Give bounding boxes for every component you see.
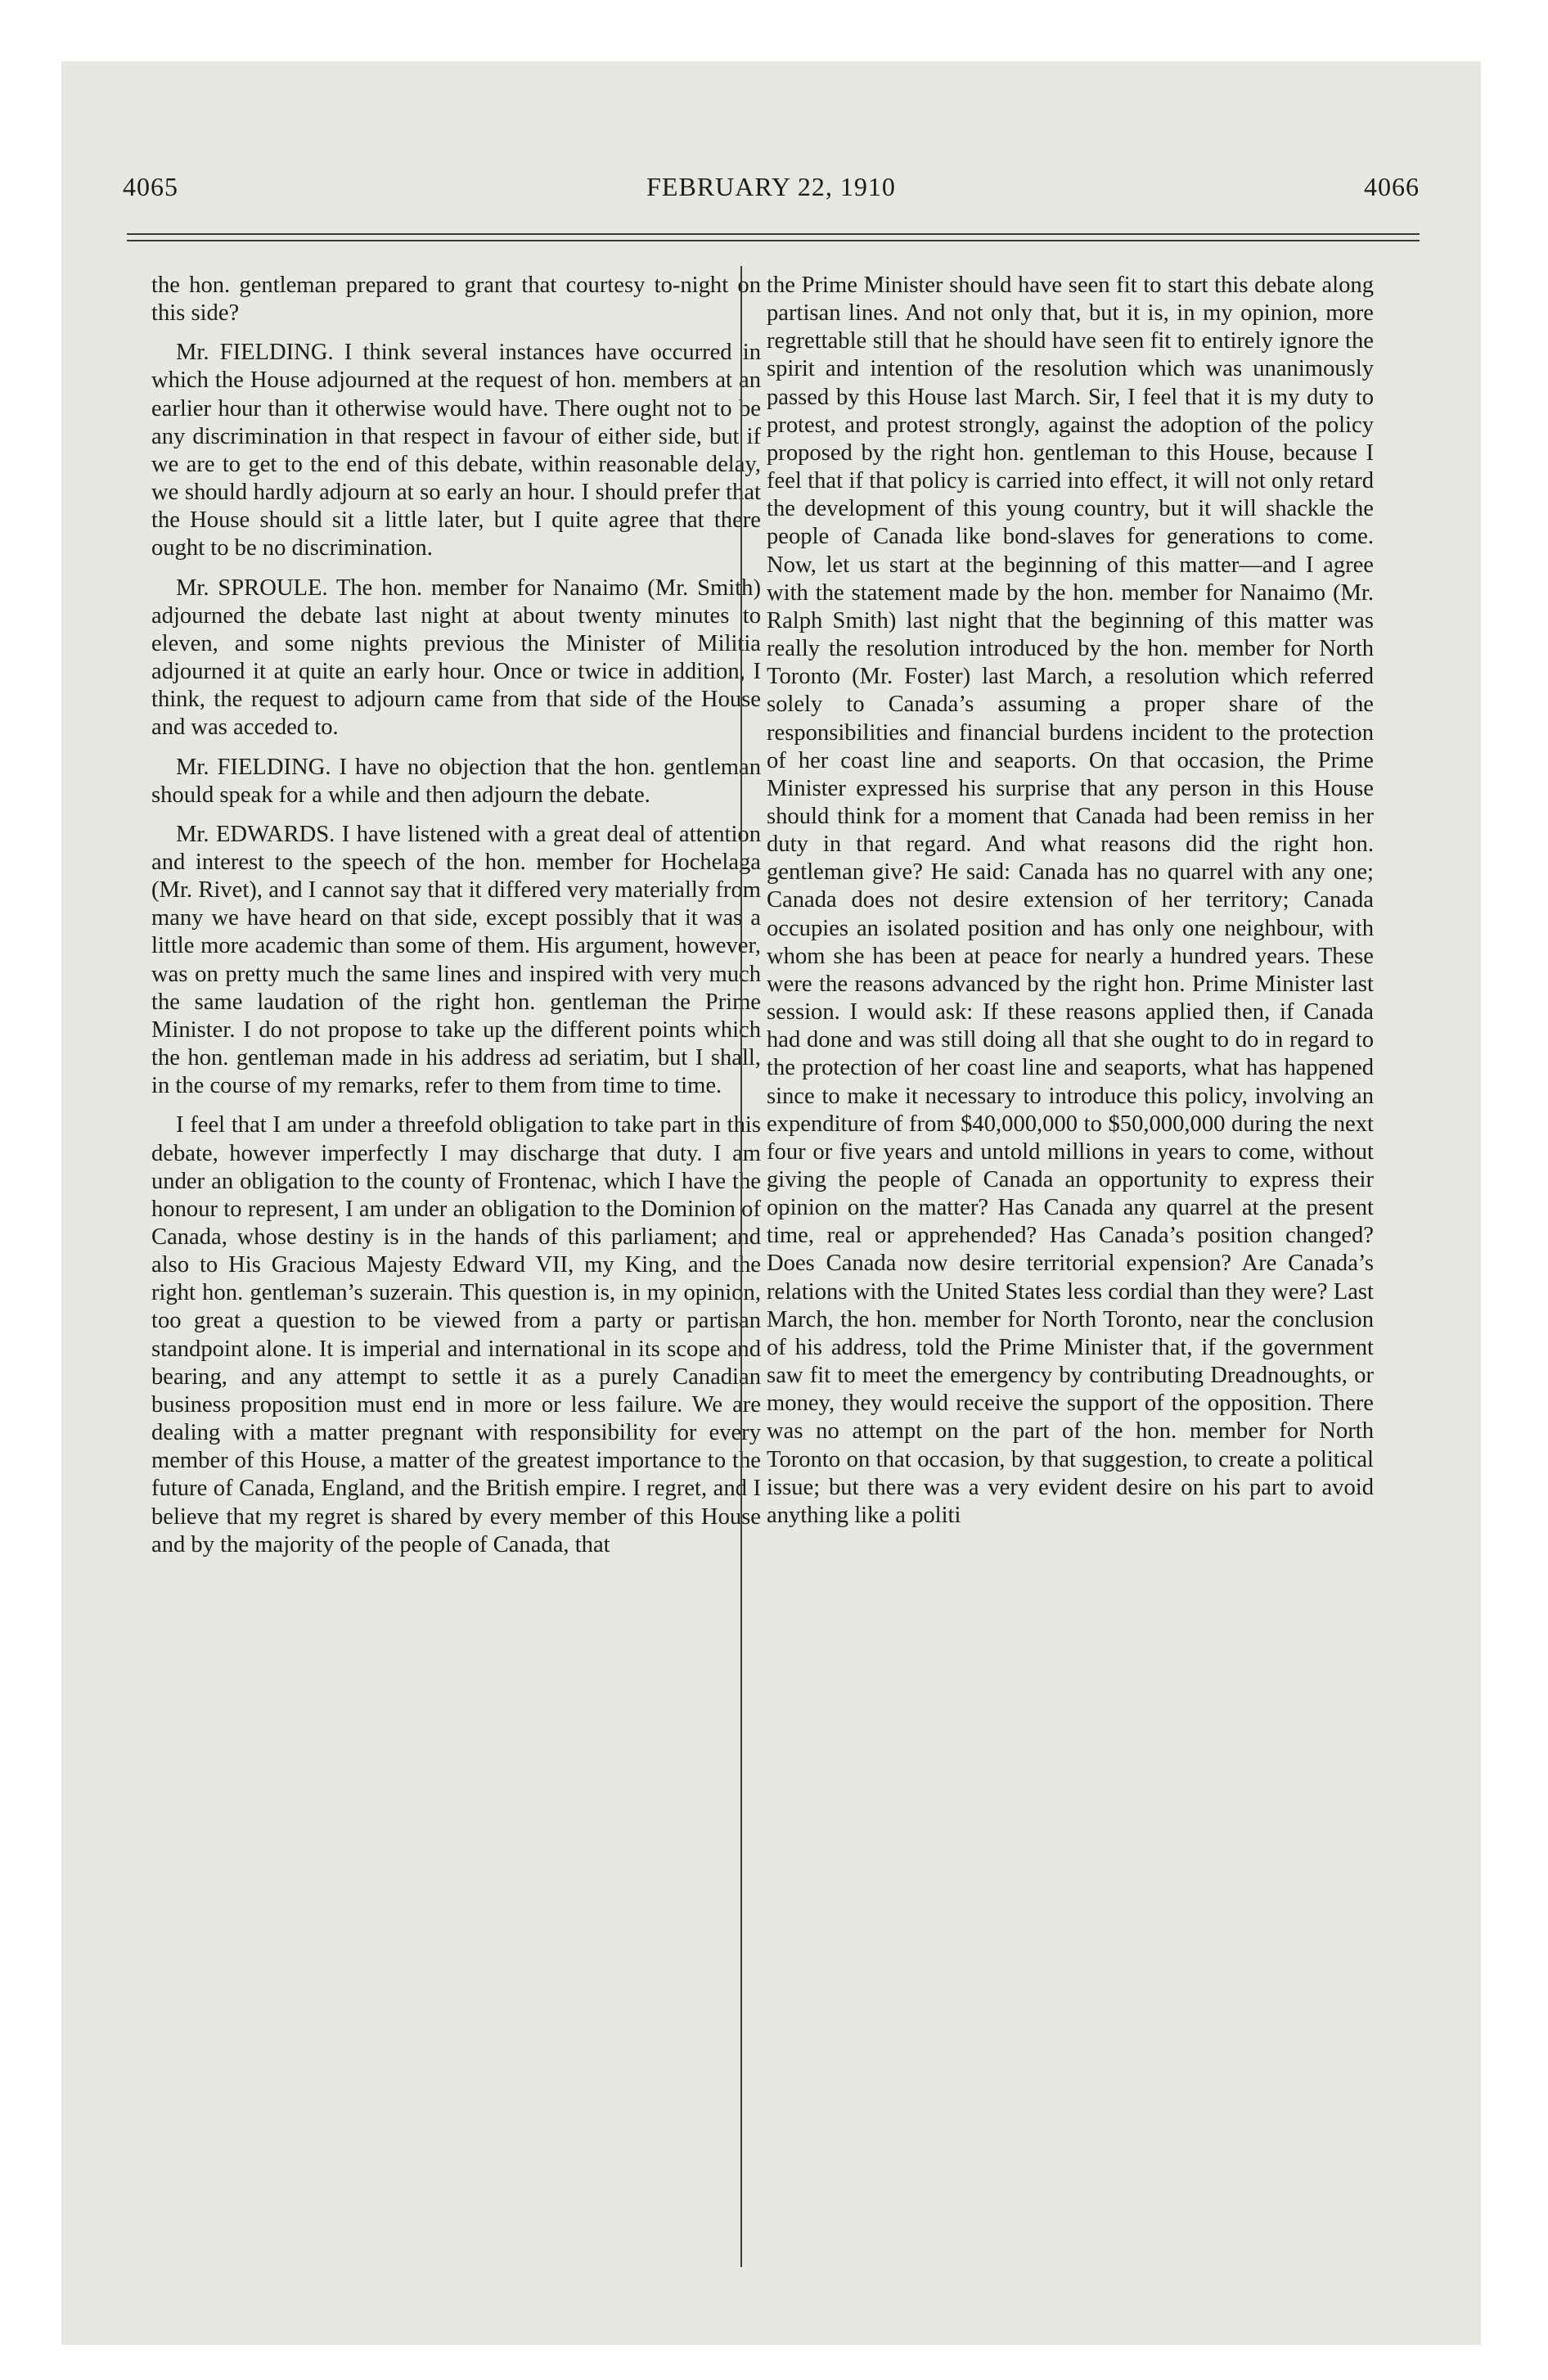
header-rule-top (127, 233, 1420, 235)
page-number-left: 4065 (123, 172, 178, 201)
paragraph: I feel that I am under a threefold obligation to take part in this debate, however imperfectly I may discharge that duty. I am under an obligation to the county of Frontenac, which I have the honour to represent, I am under an obligation to the Dominion of Canada, whose destiny is in the hands of this parliament; and also to His Gracious Majesty Edward VII, my King, and the right hon. gentleman’s suzerain. This question is, in my opinion, too great a question to be viewed from a party or partisan standpoint alone. It is imperial and international in its scope and bearing, and any attempt to settle it as a purely Canadian business proposition must end in more or less failure. We are dealing with a matter pregnant with responsibility for every member of this House, a matter of the greatest importance to the future of Canada, England, and the British empire. I regret, and I believe that my regret is shared by every member of this House and by the majority of the people of Canada, that (151, 1112, 761, 1557)
column-divider (740, 266, 742, 2267)
page-date-title: FEBRUARY 22, 1910 (646, 172, 896, 201)
hansard-page (61, 61, 1481, 2345)
header-rule-bottom (127, 240, 1420, 241)
right-column (767, 272, 1374, 1541)
paragraph: Mr. FIELDING. I think several instances have occurred in which the House adjourned at the request of hon. members at an earlier hour than it otherwise would have. There ought not to be any discrimination in that respect in favour of either side, but if we are to get to the end of this debate, within reasonable delay, we should hardly adjourn at so early an hour. I should prefer that the House should sit a little later, but I quite agree that there ought to be no discrimination. (151, 340, 761, 561)
left-column (151, 272, 761, 1571)
paragraph: Mr. FIELDING. I have no objection that the hon. gentleman should speak for a while and then adjourn the debate. (151, 754, 761, 808)
paragraph: the hon. gentleman prepared to grant that courtesy to-night on this side? (151, 273, 761, 327)
page-number-right: 4066 (1364, 172, 1420, 201)
paragraph: Mr. SPROULE. The hon. member for Nanaimo (Mr. Smith) adjourned the debate last night at about twenty minutes to eleven, and some nights previous the Minister of Militia adjourned it at quite an early hour. Once or twice in addition, I think, the request to adjourn came from that side of the House and was acceded to. (151, 575, 761, 741)
page-header (123, 172, 1420, 221)
paragraph: Mr. EDWARDS. I have listened with a great deal of attention and interest to the speech of the hon. member for Hochelaga (Mr. Rivet), and I cannot say that it differed very materially from many we have heard on that side, except possibly that it was a little more academic than some of them. His argument, however, was on pretty much the same lines and inspired with very much the same laudation of the right hon. gentleman the Prime Minister. I do not propose to take up the different points which the hon. gentleman made in his address ad seriatim, but I shall, in the course of my remarks, refer to them from time to time. (151, 821, 761, 1099)
paragraph: the Prime Minister should have seen fit to start this debate along partisan lines. And not only that, but it is, in my opinion, more regrettable still that he should have seen fit to entirely ignore the spirit and intention of the resolution which was unanimously passed by this House last March. Sir, I feel that it is my duty to protest, and protest strongly, against the adoption of the policy proposed by the right hon. gentleman to this House, because I feel that if that policy is carried into effect, it will not only retard the development of this young country, but it will shackle the people of Canada like bond-slaves for generations to come. Now, let us start at the beginning of this matter—and I agree with the statement made by the hon. member for Nanaimo (Mr. Ralph Smith) last night that the beginning of this matter was really the resolution introduced by the hon. member for North Toronto (Mr. Foster) last March, a resolution which referred solely to Canada’s assuming a proper share of the responsibilities and financial burdens incident to the protection of her coast line and seaports. On that occasion, the Prime Minister expressed his surprise that any person in this House should think for a moment that Canada had been remiss in her duty in that regard. And what reasons did the right hon. gentleman give? He said: Canada has no quarrel with any one; Canada does not desire extension of her territory; Canada occupies an isolated position and has only one neighbour, with whom she has been at peace for nearly a hundred years. These were the reasons advanced by the right hon. Prime Minister last session. I would ask: If these reasons applied then, if Canada had done and was still doing all that she ought to do in regard to the protection of her coast line and seaports, what has happened since to make it necessary to introduce this policy, involving an expenditure of from $40,000,000 to $50,000,000 during the next four or five years and untold millions in years to come, without giving the people of Canada an opportunity to express their opinion on the matter? Has Canada any quarrel at the present time, real or apprehended? Has Canada’s position changed? Does Canada now desire territorial expension? Are Canada’s relations with the United States less cordial than they were? Last March, the hon. member for North Toronto, near the conclusion of his address, told the Prime Minister that, if the government saw fit to meet the emergency by contributing Dreadnoughts, or money, they would receive the support of the opposition. There was no attempt on the part of the hon. member for North Toronto on that occasion, by that suggestion, to create a political issue; but there was a very evident desire on his part to avoid anything like a politi (767, 273, 1374, 1528)
